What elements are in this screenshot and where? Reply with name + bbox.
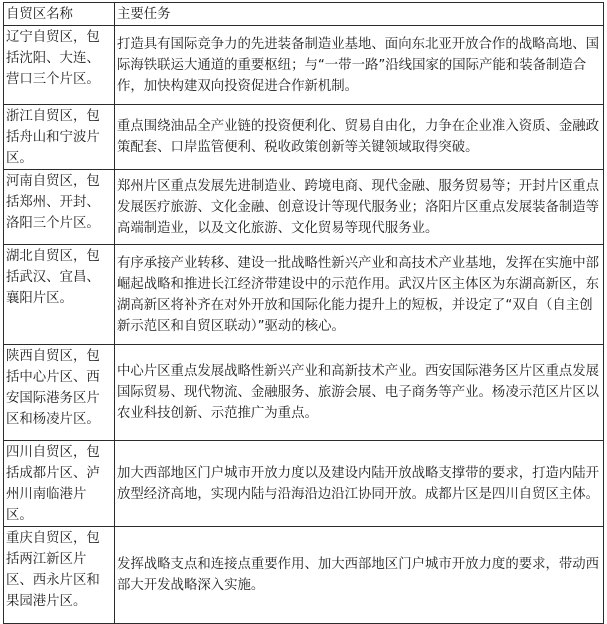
table-row [4,170,604,245]
zone-name-cell: 陕西自贸区，包括中心片区、西安国际港务区片区和杨凌片区。 [4,345,115,441]
header-zone-name: 自贸区名称 [4,3,115,26]
table-row [4,441,604,527]
main-task-cell: 打造具有国际竞争力的先进装备制造业基地、面向东北亚开放合作的战略高地、国际海铁联运大通道的重要枢纽；与“一带一路”沿线国家的国际产能和装备制造合作，加快构建双向投资促进合作新机制。 [115,26,604,105]
main-task-cell: 重点围绕油品全产业链的投资便利化、贸易自由化，力争在企业准入资质、金融政策配套、口岸监管便利、税收政策创新等关键领域取得突破。 [115,105,604,170]
zone-name-cell: 四川自贸区，包括成都片区、泸州川南临港片区。 [4,441,115,527]
table-header-row [4,3,604,26]
main-task-cell: 加大西部地区门户城市开放力度以及建设内陆开放战略支撑带的要求，打造内陆开放型经济高地，实现内陆与沿海沿边沿江协同开放。成都片区是四川自贸区主体。 [115,441,604,527]
zone-name-cell: 河南自贸区，包括郑州、开封、洛阳三个片区。 [4,170,115,245]
table-row [4,527,604,624]
table-row [4,26,604,105]
zone-name-cell: 辽宁自贸区，包括沈阳、大连、营口三个片区。 [4,26,115,105]
main-task-cell: 发挥战略支点和连接点重要作用、加大西部地区门户城市开放力度的要求，带动西部大开发战略深入实施。 [115,527,604,624]
main-task-cell: 郑州片区重点发展先进制造业、跨境电商、现代金融、服务贸易等；开封片区重点发展医疗旅游、文化金融、创意设计等现代服务业；洛阳片区重点发展装备制造等高端制造业，以及文化旅游、文化贸易等现代服务业。 [115,170,604,245]
main-task-cell: 中心片区重点发展战略性新兴产业和高新技术产业。西安国际港务区片区重点发展国际贸易、现代物流、金融服务、旅游会展、电子商务等产业。杨凌示范区片区以农业科技创新、示范推广为重点。 [115,345,604,441]
zone-name-cell: 重庆自贸区，包括两江新区片区、西永片区和果园港片区。 [4,527,115,624]
table-row [4,245,604,345]
zone-name-cell: 浙江自贸区，包括舟山和宁波片区。 [4,105,115,170]
table-row [4,105,604,170]
table-row [4,345,604,441]
main-task-cell: 有序承接产业转移、建设一批战略性新兴产业和高技术产业基地，发挥在实施中部崛起战略和推进长江经济带建设中的示范作用。武汉片区主体区为东湖高新区，东湖高新区将补齐在对外开放和国际化能力提升上的短板，并设定了“双自（自主创新示范区和自贸区联动）”驱动的核心。 [115,245,604,345]
free-trade-zone-table [3,2,604,624]
header-main-tasks: 主要任务 [115,3,604,26]
zone-name-cell: 湖北自贸区，包括武汉、宜昌、襄阳片区。 [4,245,115,345]
